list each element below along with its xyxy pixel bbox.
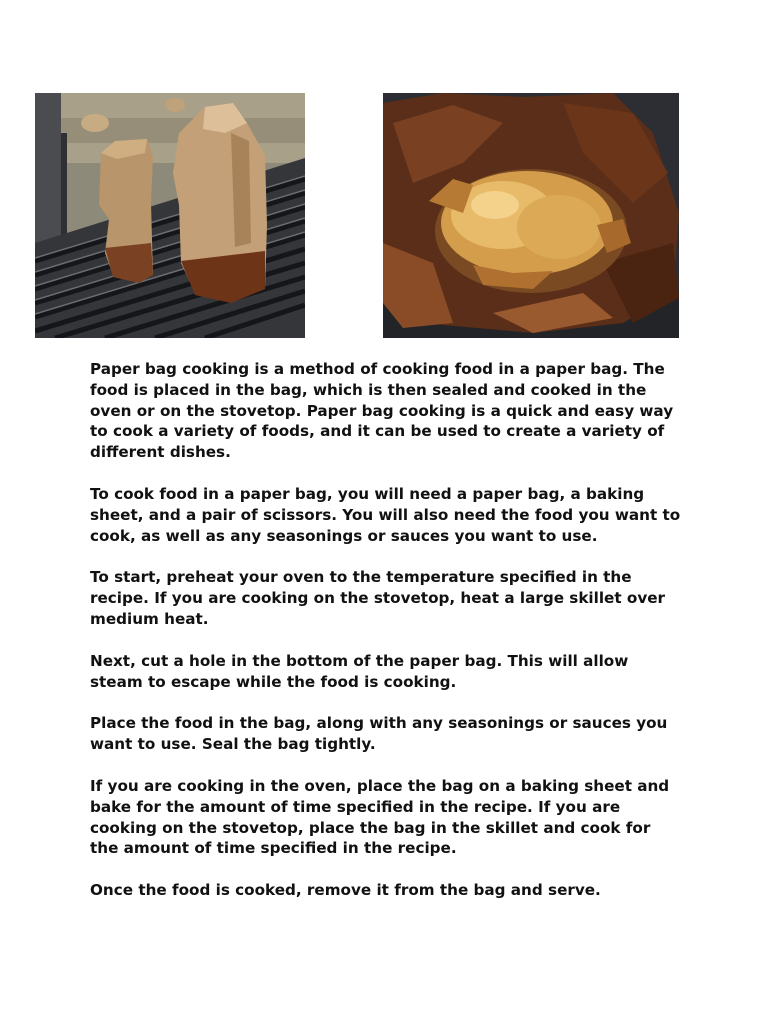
article-body: [90, 359, 690, 922]
serve-paragraph: Once the food is cooked, remove it from the bag and serve.: [90, 881, 601, 900]
paper-bags-on-grill-image: [35, 93, 305, 338]
cut-hole-paragraph: Next, cut a hole in the bottom of the paper bag. This will allow steam to escape while the food is cooking.: [90, 651, 629, 691]
cooking-paragraph: If you are cooking in the oven, place the bag on a baking sheet and bake for the amount of time specified in the recipe. If you are cooking on the stovetop, place the bag in the skillet and cook for the amount of time specified in the recipe.: [90, 776, 670, 858]
preheat-paragraph: To start, preheat your oven to the temperature specified in the recipe. If you are cooking on the stovetop, heat a large skillet over medium heat.: [90, 568, 666, 628]
seal-bag-paragraph: Place the food in the bag, along with any seasonings or sauces you want to use. Seal the bag tightly.: [90, 714, 668, 754]
roasted-chicken-in-bag-image: [383, 93, 679, 338]
requirements-paragraph: To cook food in a paper bag, you will need a paper bag, a baking sheet, and a pair of scissors. You will also need the food you want to cook, as well as any seasonings or sauces you want to use.: [90, 484, 681, 545]
intro-paragraph: Paper bag cooking is a method of cooking food in a paper bag. The food is placed in the bag, which is then sealed and cooked in the oven or on the stovetop. Paper bag cooking is a quick and easy way to cook a variety of foods, and it can be used to create a variety of different dishes.: [90, 360, 674, 462]
